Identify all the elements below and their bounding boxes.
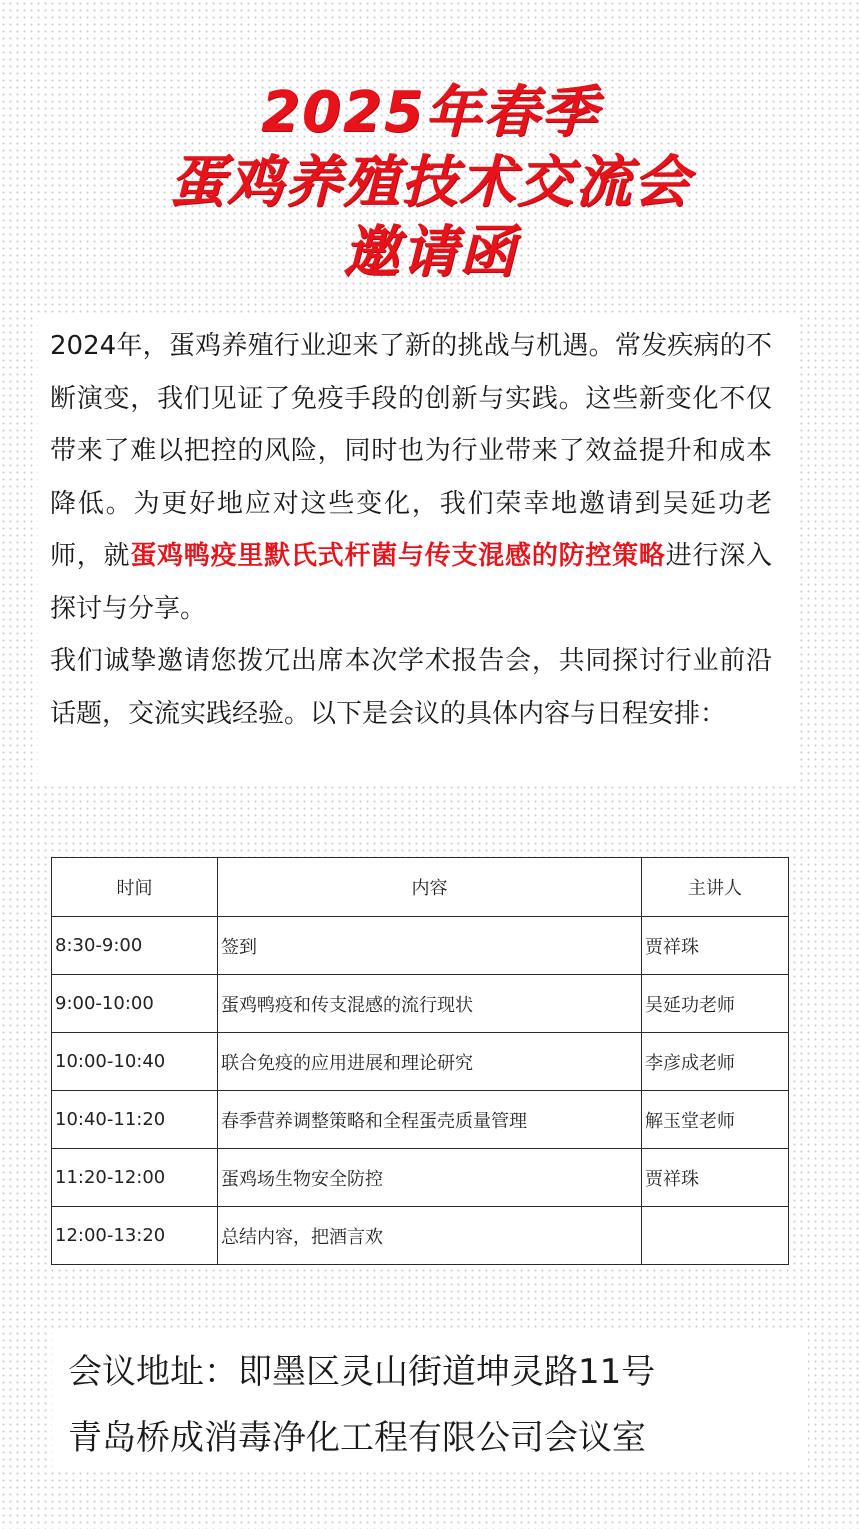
row-speaker: 贾祥珠 bbox=[642, 917, 789, 975]
row-speaker: 吴延功老师 bbox=[642, 975, 789, 1033]
intro-paragraph-2: 我们诚挚邀请您拨冗出席本次学术报告会，共同探讨行业前沿话题，交流实践经验。以下是会议的具体内容与日程安排： bbox=[50, 646, 772, 729]
row-time: 12:00-13:20 bbox=[52, 1207, 218, 1265]
schedule-header-row bbox=[52, 858, 789, 917]
row-time: 11:20-12:00 bbox=[52, 1149, 218, 1207]
row-content: 总结内容，把酒言欢 bbox=[218, 1207, 642, 1265]
intro-paragraph-1 bbox=[50, 320, 772, 635]
schedule-table bbox=[51, 857, 789, 1265]
table-row bbox=[52, 1091, 789, 1149]
intro-topic-highlight: 蛋鸡鸭疫里默氏式杆菌与传支混感的防控策略 bbox=[130, 541, 666, 571]
row-speaker: 解玉堂老师 bbox=[642, 1091, 789, 1149]
title-year-season: 2025年春季 bbox=[261, 80, 599, 145]
table-row bbox=[52, 1033, 789, 1091]
row-time: 8:30-9:00 bbox=[52, 917, 218, 975]
table-row bbox=[52, 1207, 789, 1265]
address-panel bbox=[52, 1332, 808, 1468]
row-time: 9:00-10:00 bbox=[52, 975, 218, 1033]
row-speaker: 李彦成老师 bbox=[642, 1033, 789, 1091]
title-event-name: 蛋鸡养殖技术交流会 bbox=[169, 150, 691, 215]
row-content: 蛋鸡鸭疫和传支混感的流行现状 bbox=[218, 975, 642, 1033]
meeting-venue: 青岛桥成消毒净化工程有限公司会议室 bbox=[68, 1418, 646, 1458]
row-content: 联合免疫的应用进展和理论研究 bbox=[218, 1033, 642, 1091]
invitation-title bbox=[0, 78, 860, 288]
header-speaker: 主讲人 bbox=[642, 858, 789, 917]
title-invitation: 邀请函 bbox=[343, 220, 517, 285]
row-time: 10:00-10:40 bbox=[52, 1033, 218, 1091]
table-row bbox=[52, 917, 789, 975]
table-row bbox=[52, 975, 789, 1033]
table-row bbox=[52, 1149, 789, 1207]
row-content: 蛋鸡场生物安全防控 bbox=[218, 1149, 642, 1207]
header-time: 时间 bbox=[52, 858, 218, 917]
row-content: 春季营养调整策略和全程蛋壳质量管理 bbox=[218, 1091, 642, 1149]
intro-text bbox=[50, 320, 772, 740]
row-content: 签到 bbox=[218, 917, 642, 975]
row-time: 10:40-11:20 bbox=[52, 1091, 218, 1149]
intro-panel bbox=[38, 316, 798, 786]
meeting-address: 会议地址：即墨区灵山街道坤灵路11号 bbox=[68, 1352, 656, 1392]
header-content: 内容 bbox=[218, 858, 642, 917]
row-speaker: 贾祥珠 bbox=[642, 1149, 789, 1207]
row-speaker bbox=[642, 1207, 789, 1265]
intro-paragraph-1-end: 进行深入探讨与分享。 bbox=[50, 541, 772, 624]
intro-paragraph-1-start: 2024年，蛋鸡养殖行业迎来了新的挑战与机遇。常发疾病的不断演变，我们见证了免疫手段的创新与实践。这些新变化不仅带来了难以把控的风险，同时也为行业带来了效益提升和成本降低。为更好地应对这些变化，我们荣幸地邀请到吴延功老师，就 bbox=[50, 331, 772, 571]
